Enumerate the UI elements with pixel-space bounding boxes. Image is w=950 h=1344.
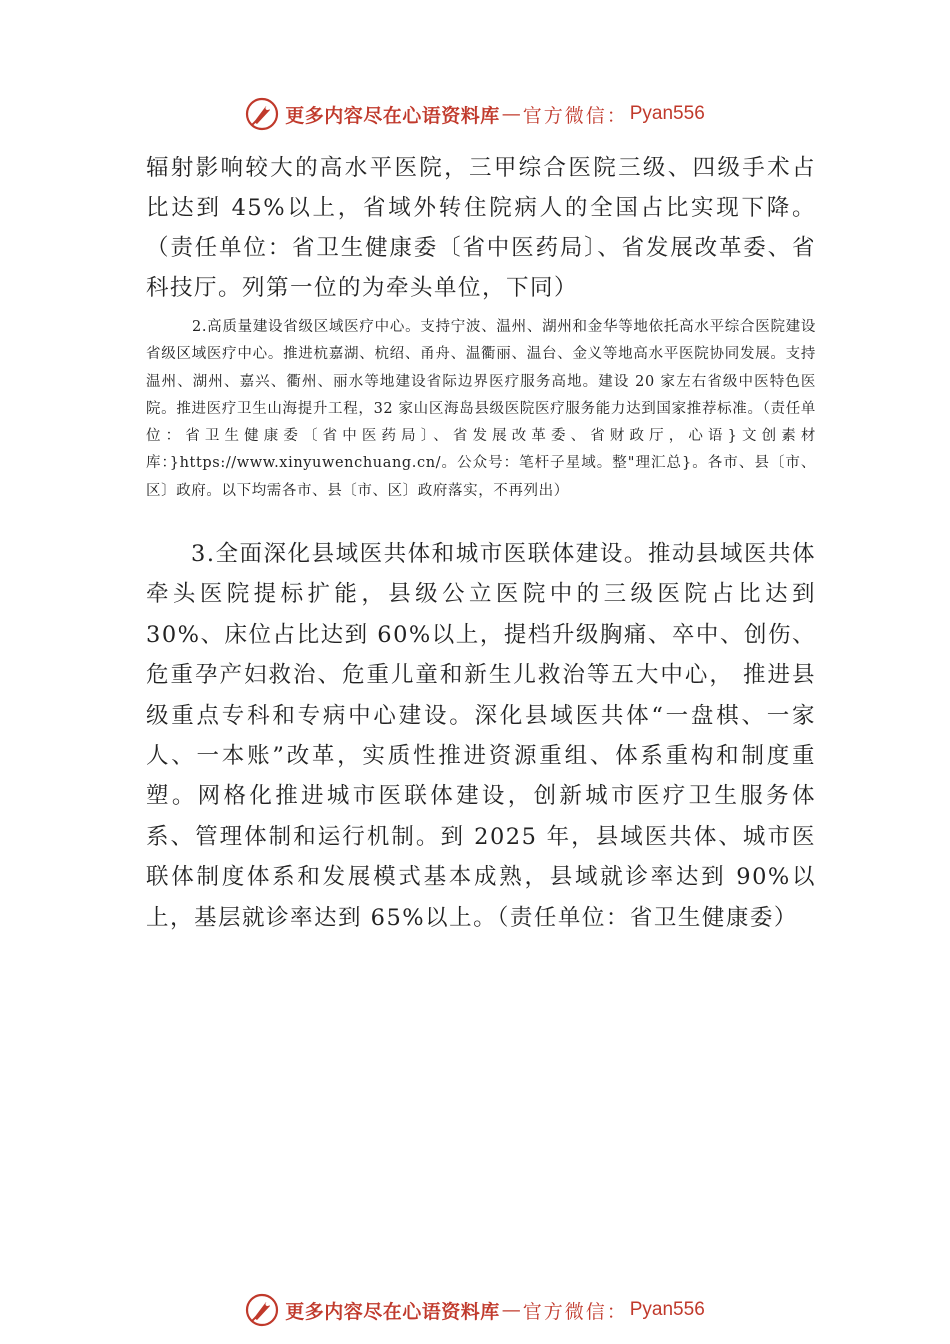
- paragraph-3: 3.全面深化县域医共体和城市医联体建设。推动县域医共体牵头医院提标扩能，县级公立医院中的三级医院占比达到 30%、床位占比达到 60%以上，提档升级胸痛、卒中、创伤、危重孕产妇救治、危重儿童和新生儿救治等五大中心， 推进县级重点专科和专病中心建设。深化县域医共体“一盘棋、一家人、一本账”改革，实质性推进资源重组、体系重构和制度重塑。网格化推进城市医联体建设，创新城市医疗卫生服务体系、管理体制和运行机制。到 2025 年，县域医共体、城市医联体制度体系和发展模式基本成熟，县域就诊率达到 90%以上，基层就诊率达到 65%以上。（责任单位：省卫生健康委）: [146, 541, 816, 931]
- pen-nib-icon: [245, 97, 279, 131]
- banner-separator: —: [501, 1299, 521, 1321]
- footer-watermark-banner: [0, 1290, 950, 1330]
- pen-nib-icon: [245, 1293, 279, 1327]
- banner-wechat-id: Pyan556: [629, 1299, 705, 1320]
- banner-subtitle: 官方微信：: [522, 104, 628, 127]
- paragraph-2: 2.高质量建设省级区域医疗中心。支持宁波、温州、湖州和金华等地依托高水平综合医院建设省级区域医疗中心。推进杭嘉湖、杭绍、甬舟、温衢丽、温台、金义等地高水平医院协同发展。支持温州、湖州、嘉兴、衢州、丽水等地建设省际边界医疗服务高地。建设 20 家左右省级中医特色医院。推进医疗卫生山海提升工程，32 家山区海岛县级医院医疗服务能力达到国家推荐标准。（责任单位：省卫生健康委〔省中医药局〕、省发展改革委、省财政厅，心语}文创素材库：}https://www.xinyuwenchuang.cn/。公众号：笔杆子星域。整"理汇总}。各市、县〔市、区〕政府。以下均需各市、县〔市、区〕政府落实，不再列出）: [146, 319, 816, 499]
- banner-separator: —: [501, 103, 521, 125]
- header-watermark-banner: [0, 94, 950, 134]
- paragraph-1: 辐射影响较大的高水平医院，三甲综合医院三级、四级手术占比达到 45%以上，省域外转住院病人的全国占比实现下降。（责任单位：省卫生健康委〔省中医药局〕、省发展改革委、省科技厅。列第一位的为牵头单位，下同）: [146, 155, 816, 301]
- banner-subtitle: 官方微信：: [522, 1300, 628, 1323]
- banner-title: 更多内容尽在心语资料库: [285, 104, 500, 127]
- banner-title: 更多内容尽在心语资料库: [285, 1300, 500, 1323]
- banner-wechat-id: Pyan556: [629, 103, 705, 124]
